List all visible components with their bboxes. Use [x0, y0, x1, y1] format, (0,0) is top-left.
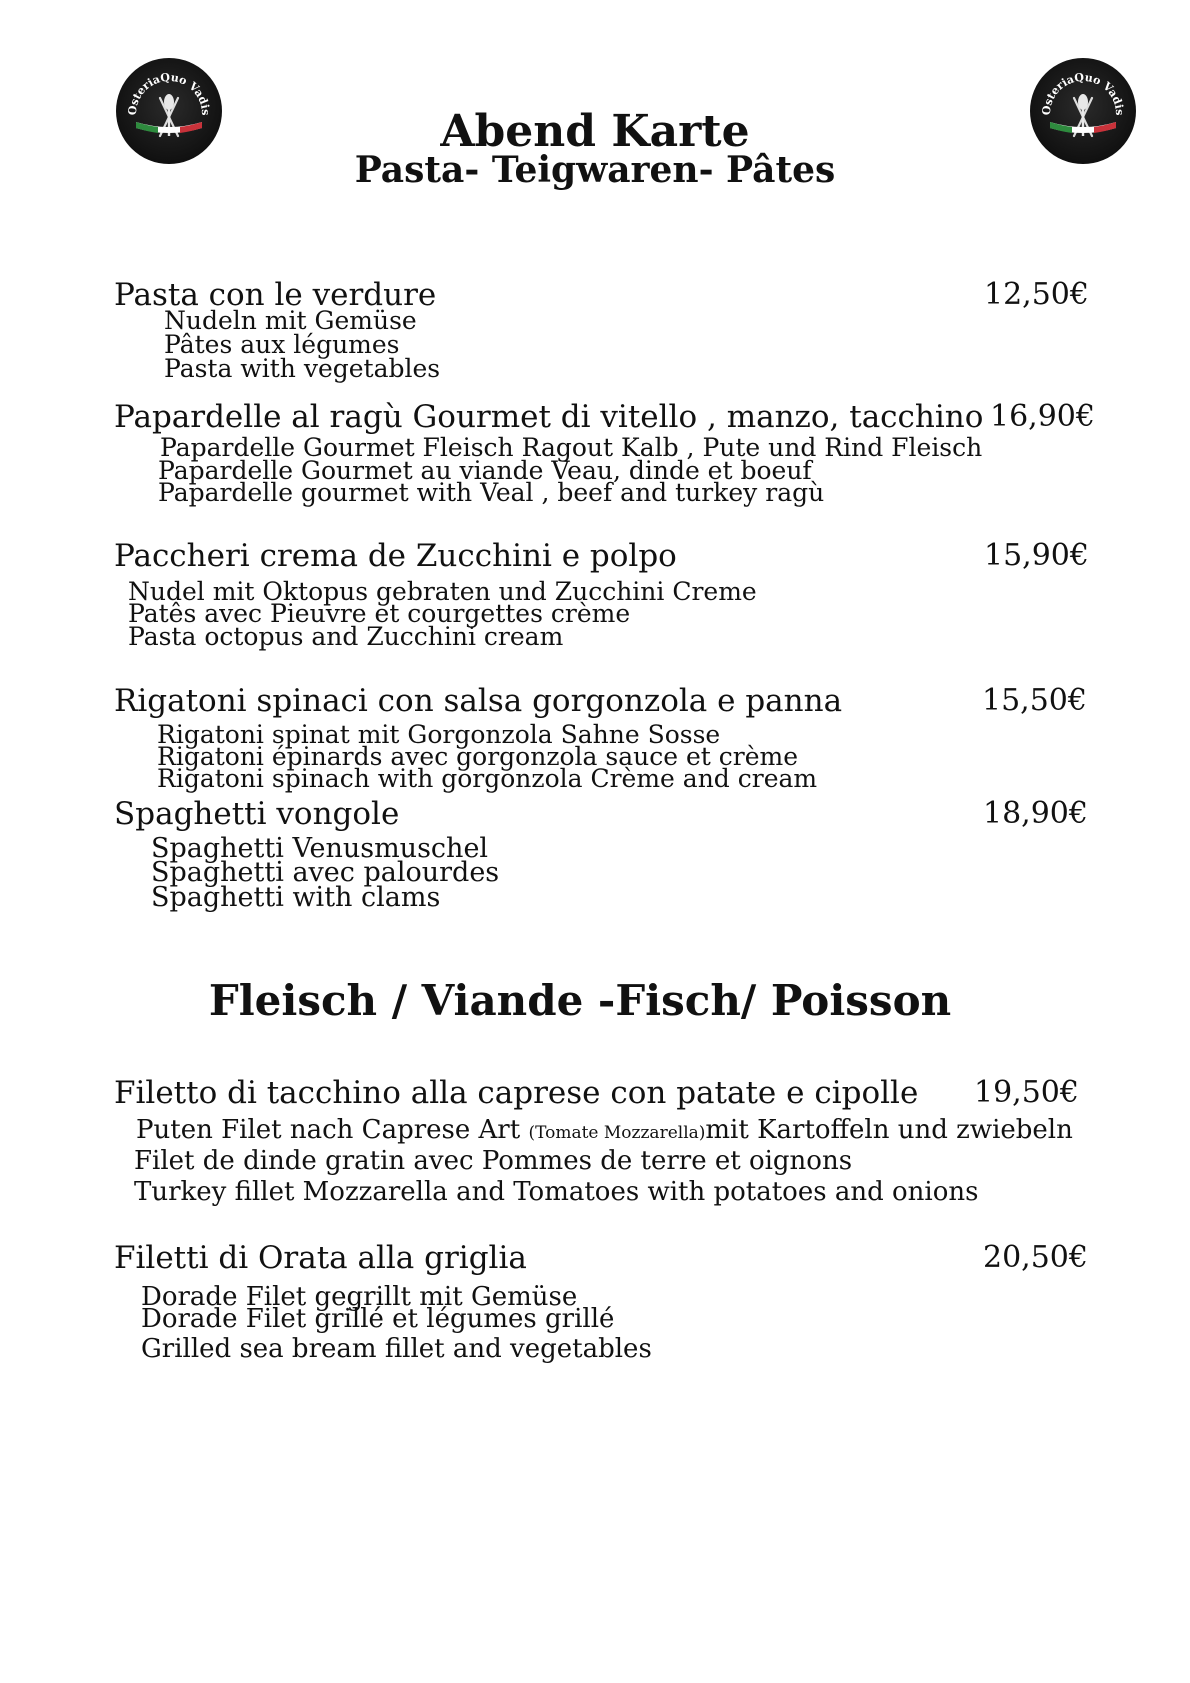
item-description: Rigatoni spinach with gorgonzola Crème and cream	[157, 764, 818, 793]
item-description: Dorade Filet gegrillt mit Gemüse	[141, 1282, 578, 1312]
item-price: 20,50€	[983, 1240, 1088, 1275]
item-description: Patês avec Pieuvre et courgettes crème	[128, 599, 631, 628]
item-description: Papardelle Gourmet au viande Veau, dinde et boeuf	[158, 456, 812, 485]
page-subtitle: Pasta- Teigwaren- Pâtes	[354, 149, 836, 191]
item-description: Spaghetti avec palourdes	[151, 857, 500, 888]
item-description: Nudeln mit Gemüse	[164, 306, 417, 335]
item-description: Pasta octopus and Zucchini cream	[128, 622, 564, 651]
page-title: Abend Karte	[440, 106, 750, 157]
item-description: Rigatoni épinards avec gorgonzola sauce et crème	[157, 742, 799, 771]
svg-text:OsteriaQuo Vadis: OsteriaQuo Vadis	[1039, 70, 1127, 116]
item-price: 15,90€	[984, 538, 1089, 573]
item-price: 15,50€	[982, 683, 1087, 718]
item-description: Pâtes aux légumes	[164, 330, 400, 359]
item-description: Rigatoni spinat mit Gorgonzola Sahne Sosse	[157, 720, 721, 749]
item-description: Grilled sea bream fillet and vegetables	[141, 1334, 652, 1364]
item-price: 18,90€	[983, 796, 1088, 831]
item-description: Pasta with vegetables	[164, 354, 441, 383]
item-price: 16,90€	[990, 399, 1095, 434]
item-name: Rigatoni spinaci con salsa gorgonzola e panna	[114, 683, 843, 719]
item-name: Paccheri crema de Zucchini e polpo	[114, 538, 677, 574]
svg-text:OsteriaQuo Vadis: OsteriaQuo Vadis	[125, 70, 213, 116]
item-name: Pasta con le verdure	[114, 277, 437, 313]
item-description: Turkey fillet Mozzarella and Tomatoes with potatoes and onions	[134, 1177, 979, 1207]
item-description: Dorade Filet grillé et légumes grillé	[141, 1304, 615, 1334]
item-description: Nudel mit Oktopus gebraten und Zucchini Creme	[128, 577, 757, 606]
item-description: Papardelle Gourmet Fleisch Ragout Kalb , Pute und Rind Fleisch	[160, 433, 983, 462]
item-name: Filetti di Orata alla griglia	[114, 1240, 527, 1276]
item-price: 12,50€	[984, 277, 1089, 312]
item-description: Spaghetti with clams	[151, 882, 441, 913]
item-name: Spaghetti vongole	[114, 796, 400, 832]
item-price: 19,50€	[974, 1075, 1079, 1110]
item-description: Filet de dinde gratin avec Pommes de terre et oignons	[134, 1146, 853, 1176]
item-description: Papardelle gourmet with Veal , beef and turkey ragù	[158, 478, 825, 507]
section-title: Fleisch / Viande -Fisch/ Poisson	[208, 976, 952, 1025]
item-description: Puten Filet nach Caprese Art (Tomate Mozzarella)mit Kartoffeln und zwiebeln	[136, 1115, 1073, 1145]
item-name: Papardelle al ragù Gourmet di vitello , manzo, tacchino	[114, 399, 984, 435]
item-description: Spaghetti Venusmuschel	[151, 833, 489, 864]
item-name: Filetto di tacchino alla caprese con patate e cipolle	[114, 1075, 919, 1111]
